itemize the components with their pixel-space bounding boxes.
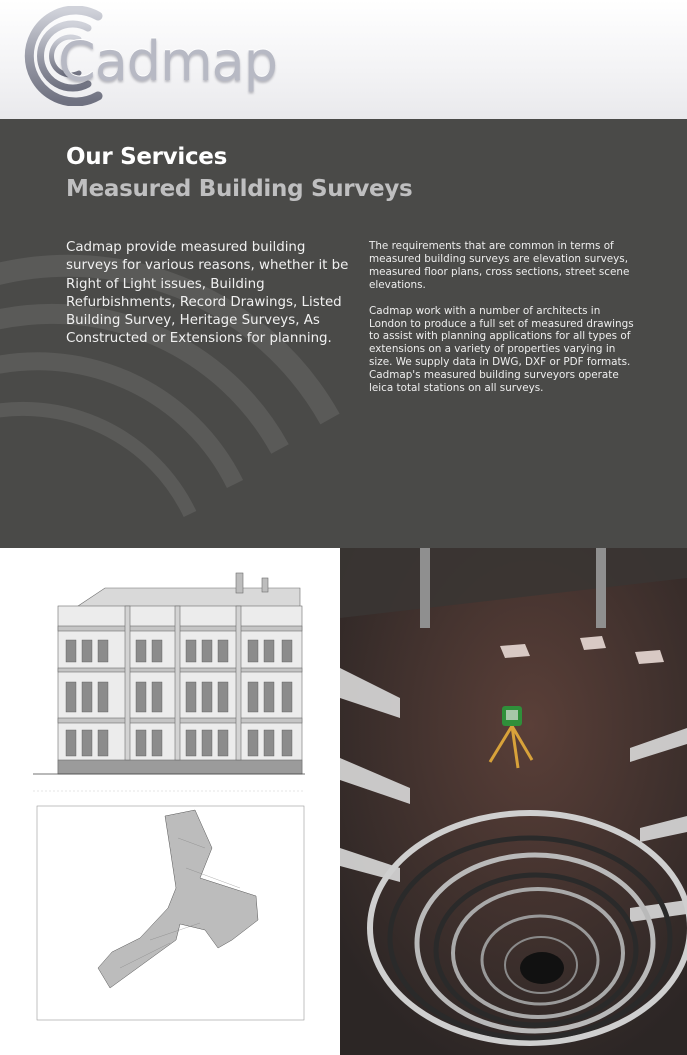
page-subtitle: Measured Building Surveys [66,176,413,202]
details-column [369,240,641,395]
spiral-staircase-photo [340,548,687,1055]
logo-wordmark: Cadmap [58,30,278,93]
cadmap-logo[interactable] [6,6,316,106]
services-section [0,119,687,548]
header [0,0,687,119]
spiral-staircase-photo-icon [340,548,687,1055]
page-title: Our Services [66,144,227,170]
lead-paragraph: Cadmap provide measured building surveys for various reasons, whether it be Right of Light issues, Building Refurbishments, Record Drawings, Listed Building Survey, Heritage Surveys, As Constructed or Extensions for planning. [66,240,349,347]
survey-drawings-panel [0,548,340,1055]
building-elevation-drawing-icon [0,548,340,1055]
requirements-paragraph: The requirements that are common in terms of measured building surveys are elevation surveys, measured floor plans, cross sections, street scene elevations. [369,240,630,291]
architects-paragraph: Cadmap work with a number of architects in London to produce a full set of measured drawings to assist with planning applications for all types of extensions on a variety of properties varying in size. We supply data in DWG, DXF or PDF formats. Cadmap's measured building surveyors operate leica total stations on all surveys. [369,304,634,395]
